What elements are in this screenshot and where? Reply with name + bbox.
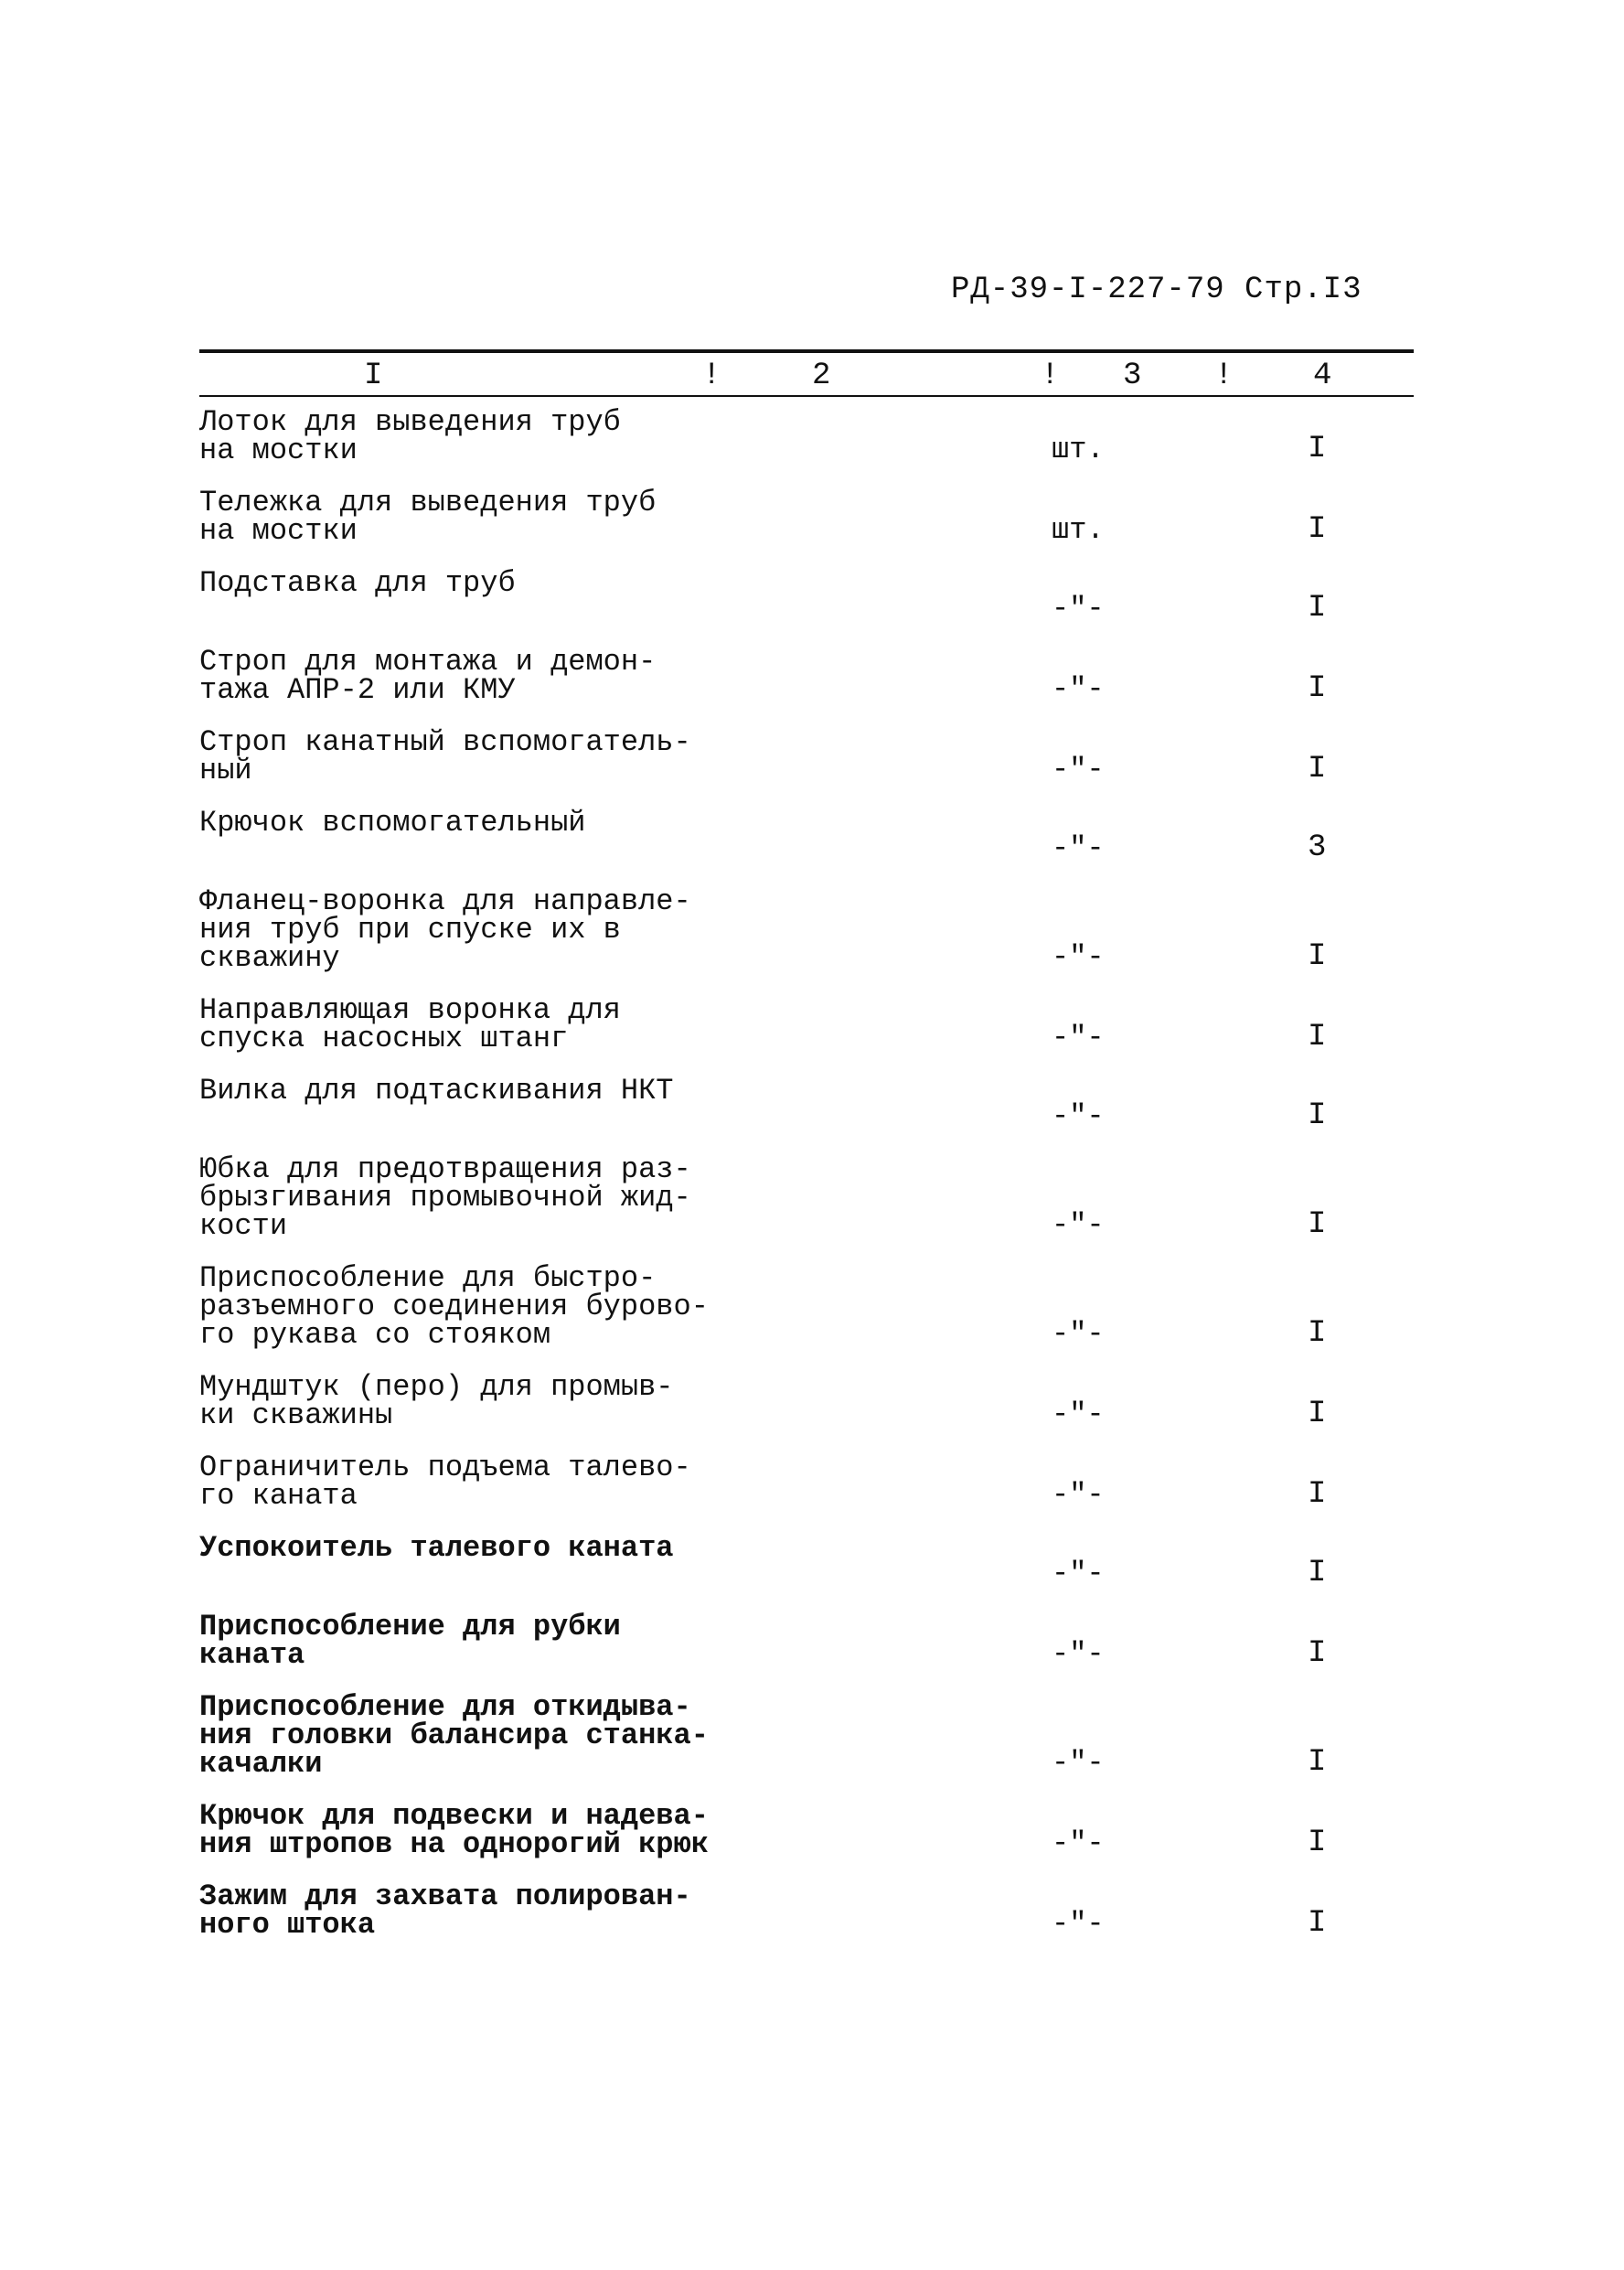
table-row bbox=[199, 1152, 1414, 1243]
item-qty: I bbox=[1308, 1826, 1327, 1860]
item-qty: I bbox=[1308, 432, 1327, 466]
table-row bbox=[199, 1076, 1414, 1131]
item-qty: I bbox=[1308, 939, 1327, 974]
item-qty: I bbox=[1308, 752, 1327, 787]
table-row bbox=[199, 1261, 1414, 1352]
item-name: Приспособление для рубки каната bbox=[199, 1610, 621, 1672]
item-unit: -"- bbox=[1052, 1397, 1105, 1431]
item-qty: I bbox=[1308, 1397, 1327, 1431]
column-separator: ! bbox=[1214, 359, 1234, 393]
equipment-table bbox=[199, 349, 1414, 1963]
item-unit: -"- bbox=[1052, 1637, 1105, 1671]
table-row bbox=[199, 1370, 1414, 1432]
item-name: Вилка для подтаскивания НКТ bbox=[199, 1074, 674, 1108]
item-unit: -"- bbox=[1052, 1317, 1105, 1351]
header-bottom-rule bbox=[199, 395, 1414, 397]
item-name: Строп для монтажа и демон- тажа АПР-2 или КМУ bbox=[199, 645, 657, 707]
table-row bbox=[199, 486, 1414, 548]
item-qty: I bbox=[1308, 671, 1327, 706]
item-qty: I bbox=[1308, 1906, 1327, 1941]
item-qty: I bbox=[1308, 1636, 1327, 1671]
item-unit: -"- bbox=[1052, 940, 1105, 974]
table-body bbox=[199, 405, 1414, 1942]
item-name: Крючок для подвески и надева- ния штропов на однорогий крюк bbox=[199, 1799, 709, 1861]
item-unit: -"- bbox=[1052, 831, 1105, 865]
item-name: Юбка для предотвращения раз- брызгивания промывочной жид- кости bbox=[199, 1152, 691, 1243]
table-row bbox=[199, 993, 1414, 1055]
item-name: Крючок вспомогательный bbox=[199, 806, 586, 840]
item-name: Направляющая воронка для спуска насосных штанг bbox=[199, 993, 621, 1055]
item-name: Подставка для труб bbox=[199, 566, 516, 600]
item-name: Ограничитель подъема талево- го каната bbox=[199, 1451, 691, 1513]
table-row bbox=[199, 645, 1414, 707]
item-qty: I bbox=[1308, 1556, 1327, 1590]
table-row bbox=[199, 1451, 1414, 1513]
item-name: Приспособление для откидыва- ния головки балансира станка- качалки bbox=[199, 1690, 709, 1781]
item-unit: -"- bbox=[1052, 672, 1105, 706]
item-unit: шт. bbox=[1052, 513, 1105, 547]
item-unit: -"- bbox=[1052, 1907, 1105, 1941]
table-row bbox=[199, 1610, 1414, 1672]
item-name: Тележка для выведения труб на мостки bbox=[199, 486, 657, 548]
table-row bbox=[199, 725, 1414, 787]
table-row bbox=[199, 566, 1414, 626]
item-unit: -"- bbox=[1052, 1208, 1105, 1242]
column-separator: ! bbox=[1041, 359, 1060, 393]
item-unit: -"- bbox=[1052, 1021, 1105, 1055]
item-unit: -"- bbox=[1052, 1826, 1105, 1860]
item-qty: I bbox=[1308, 512, 1327, 547]
item-unit: -"- bbox=[1052, 1557, 1105, 1590]
item-unit: -"- bbox=[1052, 1099, 1105, 1133]
item-name: Строп канатный вспомогатель- ный bbox=[199, 725, 691, 787]
table-row bbox=[199, 1799, 1414, 1861]
table-row bbox=[199, 1531, 1414, 1590]
item-name: Приспособление для быстро- разъемного соединения бурово- го рукава со стояком bbox=[199, 1261, 709, 1352]
item-name: Зажим для захвата полирован- ного штока bbox=[199, 1879, 691, 1942]
table-row bbox=[199, 1690, 1414, 1781]
table-row bbox=[199, 884, 1414, 975]
table-row bbox=[199, 405, 1414, 467]
column-header-2: 2 bbox=[812, 359, 831, 393]
item-qty: I bbox=[1308, 1477, 1327, 1512]
table-row bbox=[199, 1879, 1414, 1942]
column-header-row bbox=[199, 353, 1414, 395]
item-qty: I bbox=[1308, 1316, 1327, 1351]
item-unit: -"- bbox=[1052, 753, 1105, 787]
item-unit: -"- bbox=[1052, 1746, 1105, 1780]
item-qty: I bbox=[1308, 1098, 1327, 1133]
item-unit: шт. bbox=[1052, 433, 1105, 466]
column-separator: ! bbox=[702, 359, 721, 393]
item-unit: -"- bbox=[1052, 1478, 1105, 1512]
item-qty: I bbox=[1308, 1745, 1327, 1780]
table-row bbox=[199, 808, 1414, 863]
column-header-3: 3 bbox=[1123, 359, 1142, 393]
item-name: Успокоитель талевого каната bbox=[199, 1531, 674, 1565]
item-name: Мундштук (перо) для промыв- ки скважины bbox=[199, 1370, 674, 1432]
item-name: Фланец-воронка для направле- ния труб при спуске их в скважину bbox=[199, 884, 691, 975]
item-name: Лоток для выведения труб на мостки bbox=[199, 405, 621, 467]
column-header-4: 4 bbox=[1313, 359, 1332, 393]
item-qty: I bbox=[1308, 591, 1327, 626]
item-qty: I bbox=[1308, 1207, 1327, 1242]
item-unit: -"- bbox=[1052, 592, 1105, 626]
item-qty: I bbox=[1308, 1020, 1327, 1055]
item-qty: 3 bbox=[1308, 830, 1327, 865]
page-header-doc-ref: РД-39-I-227-79 Стр.I3 bbox=[951, 273, 1362, 307]
column-header-1: I bbox=[364, 359, 383, 393]
